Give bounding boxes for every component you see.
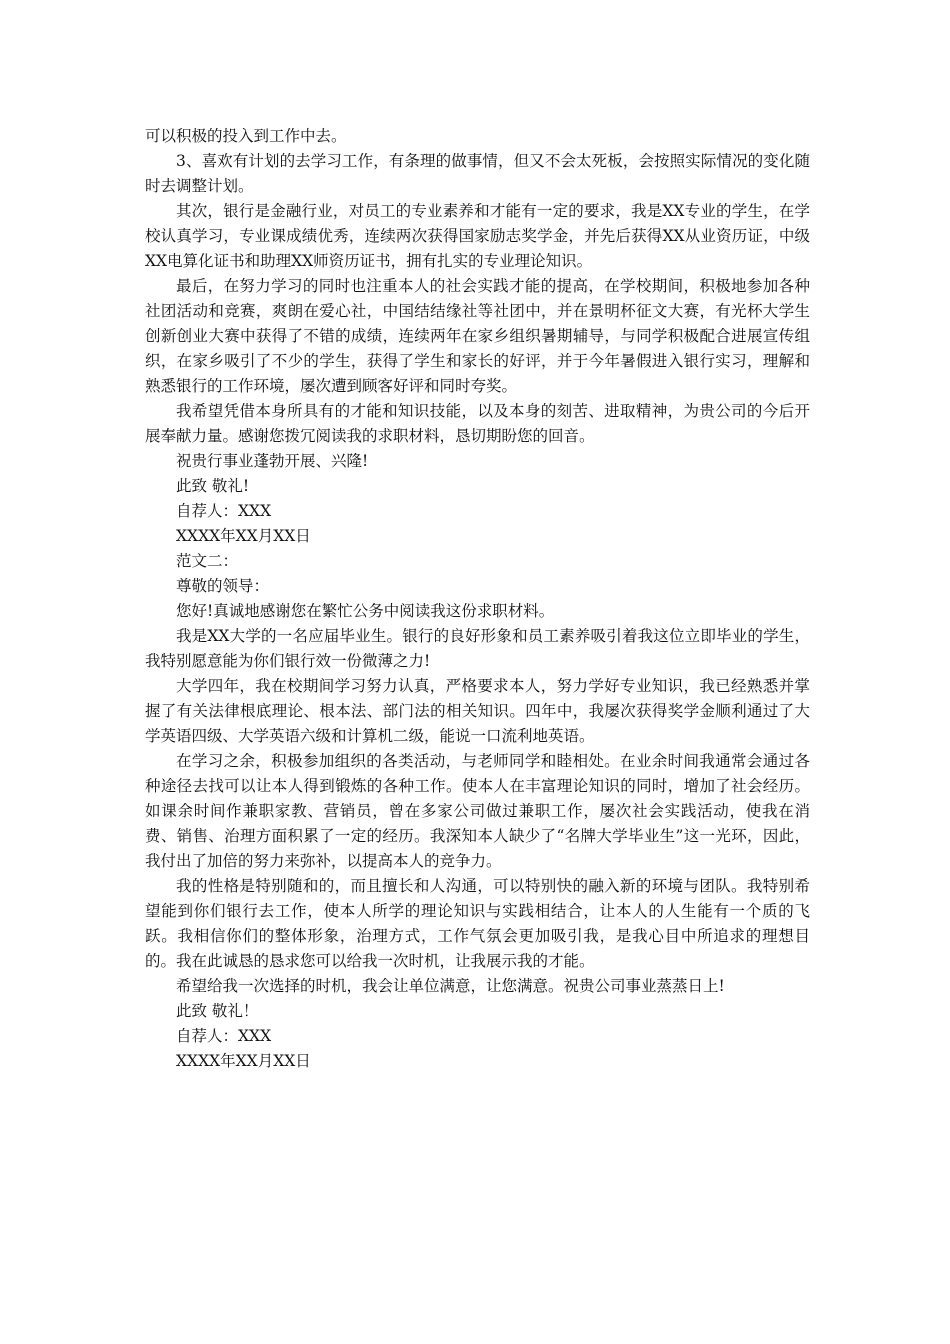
sample2-paragraph: 我是XX大学的一名应届毕业生。银行的良好形象和员工素养吸引着我这位立即毕业的学生，我特别愿意能为你们银行效一份微薄之力! bbox=[145, 627, 810, 670]
sample2-final-line: 希望给我一次选择的时机，我会让单位满意，让您满意。祝贵公司事业蒸蒸日上! bbox=[176, 977, 725, 995]
paragraph-continuation: 可以积极的投入到工作中去。 bbox=[145, 127, 347, 145]
sample2-paragraph: 我的性格是特别随和的，而且擅长和人沟通，可以特别快的融入新的环境与团队。我特别希望能到你们银行去工作，使本人所学的理论知识与实践相结合，让本人的人生能有一个质的飞跃。我相信你们的整体形象，治理方式，工作气氛会更加吸引我，是我心目中所追求的理想目的。我在此诚恳的恳求您可以给我一次时机，让我展示我的才能。 bbox=[145, 877, 810, 970]
letter-document bbox=[145, 124, 810, 1074]
closing-date: XXXX年XX月XX日 bbox=[176, 527, 311, 545]
sample2-paragraph: 在学习之余，积极参加组织的各类活动，与老师同学和睦相处。在业余时间我通常会通过各种途径去找可以让本人得到锻炼的各种工作。使本人在丰富理论知识的同时，增加了社会经历。如课余时间作兼职家教、营销员，曾在多家公司做过兼职工作，屡次社会实践活动，使我在消费、销售、治理方面积累了一定的经历。我深知本人缺少了“名牌大学毕业生”这一光环，因此，我付出了加倍的努力来弥补，以提高本人的竞争力。 bbox=[145, 752, 810, 870]
greeting: 您好!真诚地感谢您在繁忙公务中阅读我这份求职材料。 bbox=[176, 602, 555, 620]
paragraph-secondly: 其次，银行是金融行业，对员工的专业素养和才能有一定的要求，我是XX专业的学生，在学校认真学习，专业课成绩优秀，连续两次获得国家励志奖学金，并先后获得XX从业资历证，中级XX电算化证书和助理XX师资历证书，拥有扎实的专业理论知识。 bbox=[145, 202, 810, 270]
closing-signer: 自荐人：XXX bbox=[176, 502, 272, 520]
sample2-signer: 自荐人：XXX bbox=[176, 1027, 272, 1045]
closing-regards: 此致 敬礼! bbox=[176, 477, 250, 495]
paragraph-hope: 我希望凭借本身所具有的才能和知识技能，以及本身的刻苦、进取精神，为贵公司的今后开展奉献力量。感谢您拨冗阅读我的求职材料，恳切期盼您的回音。 bbox=[145, 402, 810, 445]
paragraph-point-3: 3、喜欢有计划的去学习工作，有条理的做事情，但又不会太死板，会按照实际情况的变化随时去调整计划。 bbox=[145, 152, 810, 195]
sample2-regards: 此致 敬礼！ bbox=[176, 1002, 259, 1020]
closing-wish: 祝贵行事业蓬勃开展、兴隆! bbox=[176, 452, 369, 470]
sample-heading: 范文二： bbox=[176, 552, 239, 570]
sample2-date: XXXX年XX月XX日 bbox=[176, 1052, 311, 1070]
sample2-paragraph: 大学四年，我在校期间学习努力认真，严格要求本人，努力学好专业知识，我已经熟悉并掌握了有关法律根底理论、根本法、部门法的相关知识。四年中，我屡次获得奖学金顺利通过了大学英语四级、大学英语六级和计算机二级，能说一口流利地英语。 bbox=[145, 677, 810, 745]
paragraph-finally: 最后，在努力学习的同时也注重本人的社会实践才能的提高，在学校期间，积极地参加各种社团活动和竞赛，爽朗在爱心社，中国结结缘社等社团中，并在景明杯征文大赛，有光杯大学生创新创业大赛中获得了不错的成绩，连续两年在家乡组织暑期辅导，与同学积极配合进展宣传组织，在家乡吸引了不少的学生，获得了学生和家长的好评，并于今年暑假进入银行实习，理解和熟悉银行的工作环境，屡次遭到顾客好评和同时夸奖。 bbox=[145, 277, 810, 395]
salutation: 尊敬的领导： bbox=[176, 577, 270, 595]
